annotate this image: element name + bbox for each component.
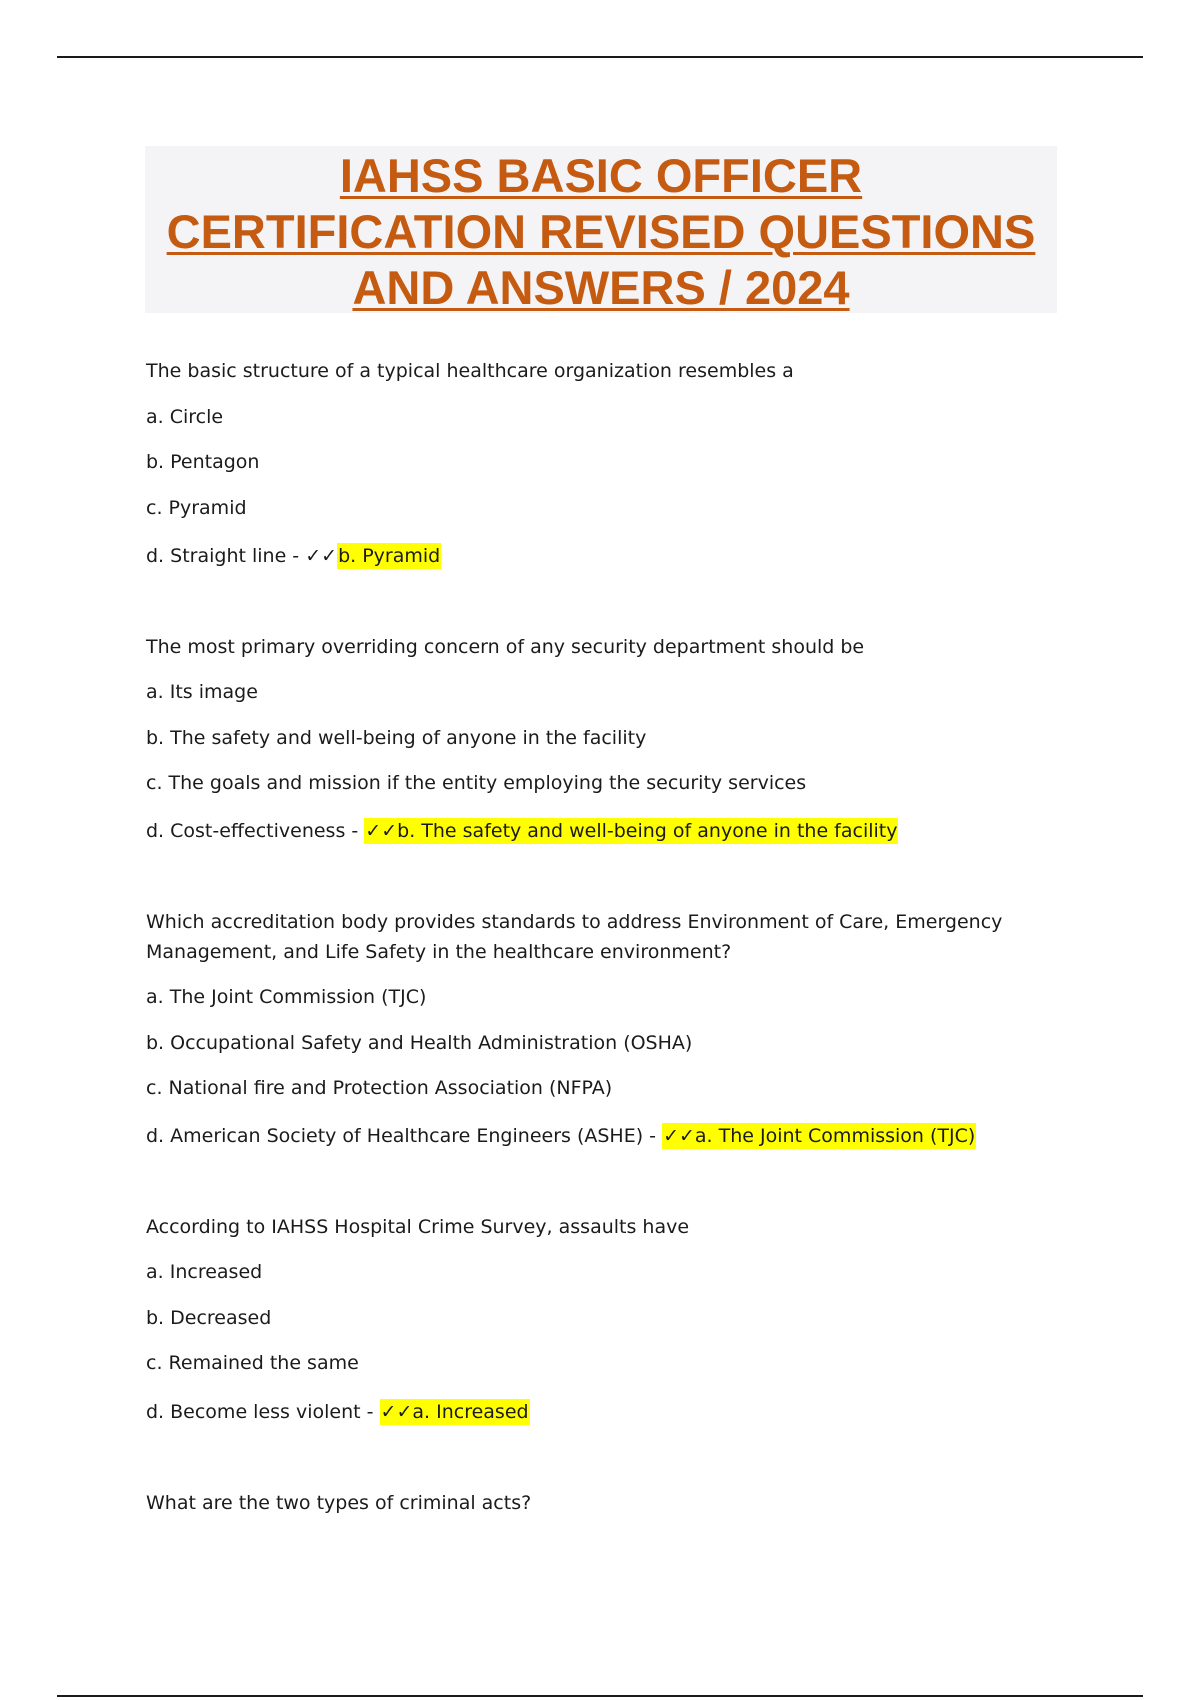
question-2-option-c: c. The goals and mission if the entity employing the security services — [146, 772, 807, 794]
question-1-prompt: The basic structure of a typical healthcare organization resembles a — [146, 360, 794, 382]
question-4-option-a: a. Increased — [146, 1261, 263, 1283]
question-3-option-d-text: d. American Society of Healthcare Engineers (ASHE) - — [146, 1125, 657, 1147]
question-5-prompt: What are the two types of criminal acts? — [146, 1492, 532, 1514]
question-3-prompt-line-1: Which accreditation body provides standards to address Environment of Care, Emergency — [146, 911, 1003, 933]
title-line-2: CERTIFICATION REVISED QUESTIONS — [166, 205, 1036, 258]
title-line-1: IAHSS BASIC OFFICER — [339, 149, 863, 202]
question-1-answer: b. Pyramid — [338, 545, 441, 567]
question-4-option-d-text: d. Become less violent - — [146, 1401, 374, 1423]
check-mark-icon: ✓✓ — [305, 545, 338, 567]
question-3-option-b: b. Occupational Safety and Health Administration (OSHA) — [146, 1032, 693, 1054]
question-2-option-b: b. The safety and well-being of anyone in the facility — [146, 727, 647, 749]
question-4-option-c: c. Remained the same — [146, 1352, 359, 1374]
question-4-answer — [380, 1399, 530, 1425]
question-1-option-b: b. Pentagon — [146, 451, 260, 473]
top-rule — [57, 56, 1143, 58]
bottom-rule — [57, 1695, 1143, 1697]
check-mark-icon: ✓✓ — [365, 820, 398, 842]
question-3-answer — [662, 1123, 976, 1149]
question-2-option-a: a. Its image — [146, 681, 258, 703]
check-mark-icon: ✓✓ — [380, 1401, 413, 1423]
question-4-answer-text: a. Increased — [412, 1401, 529, 1423]
question-3-option-a: a. The Joint Commission (TJC) — [146, 986, 427, 1008]
question-2-option-d — [146, 817, 898, 845]
question-1-option-d-text: d. Straight line - — [146, 545, 300, 567]
question-3-prompt-line-2: Management, and Life Safety in the healthcare environment? — [146, 941, 732, 963]
question-1-option-a: a. Circle — [146, 406, 224, 428]
question-2-answer-text: b. The safety and well-being of anyone in the facility — [397, 820, 898, 842]
check-mark-icon: ✓✓ — [663, 1125, 695, 1147]
question-2-option-d-text: d. Cost-effectiveness - — [146, 820, 359, 842]
question-2-answer — [364, 818, 898, 844]
question-4-prompt: According to IAHSS Hospital Crime Survey, assaults have — [146, 1216, 690, 1238]
question-3-option-d — [146, 1122, 976, 1150]
question-1-option-c: c. Pyramid — [146, 497, 247, 519]
question-3-option-c: c. National fire and Protection Association (NFPA) — [146, 1077, 613, 1099]
question-1-option-d — [146, 542, 441, 570]
question-4-option-b: b. Decreased — [146, 1307, 272, 1329]
question-4-option-d — [146, 1398, 530, 1426]
question-2-prompt: The most primary overriding concern of any security department should be — [146, 636, 865, 658]
title-line-3: AND ANSWERS / 2024 — [352, 261, 850, 314]
document-title — [145, 146, 1057, 313]
question-3-answer-text: a. The Joint Commission (TJC) — [694, 1125, 976, 1147]
